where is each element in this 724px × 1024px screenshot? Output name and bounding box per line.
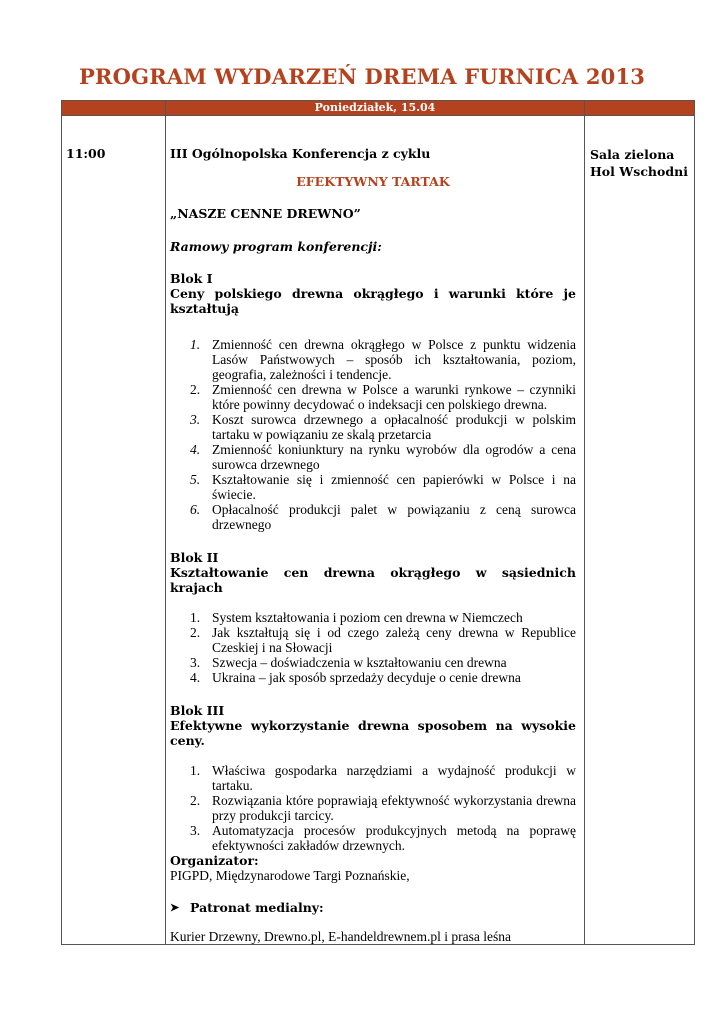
list-item-number: 2. — [190, 625, 201, 640]
room-info — [585, 116, 694, 180]
day-header-row — [62, 101, 695, 116]
room-location: Hol Wschodni — [590, 164, 688, 179]
list-item — [170, 670, 576, 685]
program-block — [170, 550, 576, 685]
list-item — [170, 337, 576, 382]
list-item-text: Automatyzacja procesów produkcyjnych metodą na poprawę efektywności zakładów drzewnych. — [212, 823, 576, 853]
block-item-list — [170, 610, 576, 685]
list-item-text: Opłacalność produkcji palet w powiązaniu z ceną surowca drzewnego — [212, 502, 576, 532]
page-title: PROGRAM WYDARZEŃ DREMA FURNICA 2013 — [78, 64, 646, 89]
list-item-text: Zmienność cen drewna okrągłego w Polsce z punktu widzenia Lasów Państwowych – sposób ich kształtowania, poziom, geografia, zależności i tendencje. — [212, 337, 576, 382]
list-item — [170, 472, 576, 502]
day-header-empty-cell — [62, 101, 166, 116]
list-item-number: 4. — [190, 670, 201, 685]
list-item-number: 6. — [190, 502, 201, 517]
list-item-number: 2. — [190, 382, 201, 397]
list-item — [170, 442, 576, 472]
list-item-number: 4. — [190, 442, 201, 457]
organizer-label: Organizator: — [170, 853, 259, 868]
patron-section — [170, 900, 576, 915]
list-item-text: Kształtowanie się i zmienność cen papierówki w Polsce i na świecie. — [212, 472, 576, 502]
program-block — [170, 703, 576, 853]
list-item-text: Koszt surowca drzewnego a opłacalność produkcji w polskim tartaku w powiązaniu ze skalą przetarcia — [212, 412, 576, 442]
list-item-text: Zmienność koniunktury na rynku wyrobów dla ogrodów a cena surowca drzewnego — [212, 442, 576, 472]
block-title: Kształtowanie cen drewna okrągłego w sąsiednich krajach — [170, 565, 576, 595]
program-blocks — [170, 271, 576, 853]
day-header-cell — [166, 101, 585, 116]
event-row — [62, 116, 695, 945]
list-item — [170, 793, 576, 823]
list-item-number: 1. — [190, 763, 201, 778]
list-item — [170, 382, 576, 412]
list-item — [170, 625, 576, 655]
block-title: Efektywne wykorzystanie drewna sposobem na wysokie ceny. — [170, 718, 576, 748]
list-item-number: 3. — [190, 655, 201, 670]
list-item-number: 1. — [190, 610, 201, 625]
list-item-number: 2. — [190, 793, 201, 808]
list-item-number: 5. — [190, 472, 201, 487]
program-block — [170, 271, 576, 532]
list-item-text: Ukraina – jak sposób sprzedaży decyduje o cenie drewna — [212, 670, 521, 685]
list-item-text: Zmienność cen drewna w Polsce a warunki rynkowe – czynniki które powinny decydować o indeksacji cen polskiego drewna. — [212, 382, 576, 412]
list-item-number: 3. — [190, 412, 201, 427]
time-cell — [62, 116, 166, 945]
media-patrons: Kurier Drzewny, Drewno.pl, E-handeldrewnem.pl i prasa leśna — [170, 929, 512, 944]
list-item-text: Jak kształtują się i od czego zależą ceny drewna w Republice Czeskiej i na Słowacji — [212, 625, 576, 655]
room-cell — [585, 116, 695, 945]
list-item — [170, 655, 576, 670]
list-item-text: System kształtowania i poziom cen drewna w Niemczech — [212, 610, 523, 625]
room-name: Sala zielona — [590, 147, 675, 162]
conference-series: EFEKTYWNY TARTAK — [296, 174, 450, 189]
organizer-text: PIGPD, Międzynarodowe Targi Poznańskie, — [170, 868, 410, 883]
arrow-bullet-icon: ➤ — [170, 901, 180, 914]
day-label: Poniedziałek, 15.04 — [314, 101, 436, 114]
list-item — [170, 610, 576, 625]
list-item — [170, 763, 576, 793]
list-item-number: 1. — [190, 337, 201, 352]
program-framework-label: Ramowy program konferencji: — [170, 239, 382, 254]
block-label: Blok I — [170, 271, 213, 286]
day-header-empty-cell — [585, 101, 695, 116]
program-table — [61, 100, 695, 945]
conference-quote: „NASZE CENNE DREWNO” — [170, 206, 361, 221]
block-title: Ceny polskiego drewna okrągłego i warunki które je kształtują — [170, 286, 576, 316]
patron-label: Patronat medialny: — [190, 900, 324, 915]
list-item-text: Rozwiązania które poprawiają efektywność wykorzystania drewna przy produkcji tarcicy. — [212, 793, 576, 823]
block-label: Blok II — [170, 550, 219, 565]
conference-title: III Ogólnopolska Konferencja z cyklu — [170, 146, 431, 161]
block-item-list — [170, 337, 576, 532]
event-details-cell — [166, 116, 585, 945]
block-label: Blok III — [170, 703, 225, 718]
list-item — [170, 412, 576, 442]
event-time: 11:00 — [66, 146, 106, 161]
list-item-text: Właściwa gospodarka narzędziami a wydajność produkcji w tartaku. — [212, 763, 576, 793]
list-item-text: Szwecja – doświadczenia w kształtowaniu cen drewna — [212, 655, 507, 670]
list-item — [170, 502, 576, 532]
list-item — [170, 823, 576, 853]
list-item-number: 3. — [190, 823, 201, 838]
block-item-list — [170, 763, 576, 853]
